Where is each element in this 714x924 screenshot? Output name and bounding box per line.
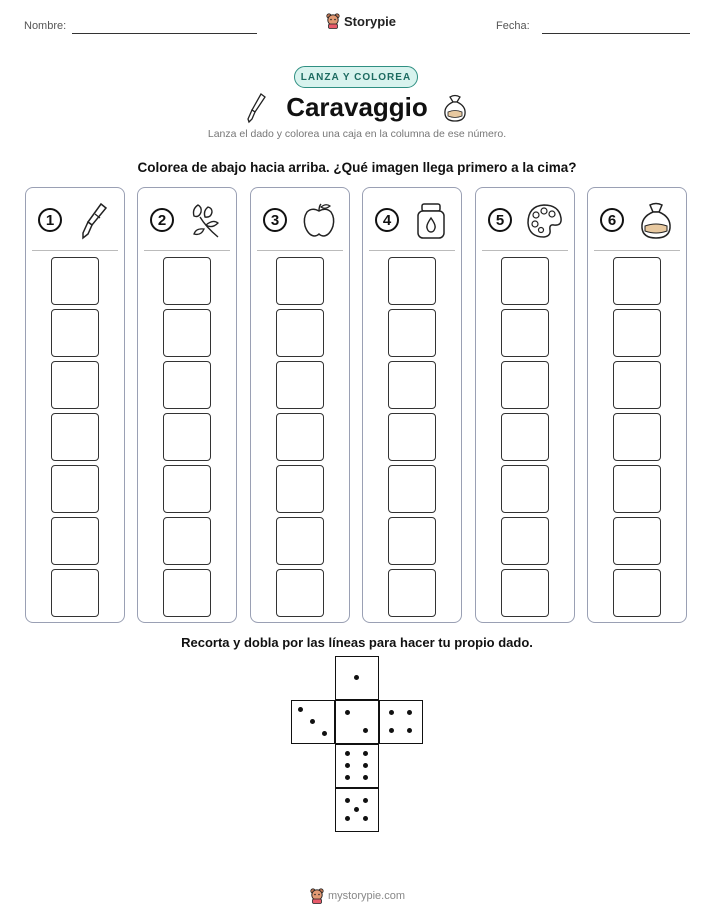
dice-pip <box>310 719 315 724</box>
column-divider <box>594 250 680 251</box>
color-box[interactable] <box>501 413 549 461</box>
column-divider <box>369 250 455 251</box>
dice-pip <box>322 731 327 736</box>
storypie-logo <box>326 13 396 29</box>
color-box[interactable] <box>51 257 99 305</box>
color-box[interactable] <box>276 309 324 357</box>
bear-icon <box>310 888 324 904</box>
dice-pip <box>345 763 350 768</box>
cut-instruction: Recorta y dobla por las líneas para hacer tu propio dado. <box>181 635 533 650</box>
dice-face-6 <box>335 744 379 788</box>
color-box[interactable] <box>501 465 549 513</box>
color-box[interactable] <box>276 413 324 461</box>
color-box[interactable] <box>163 465 211 513</box>
color-box[interactable] <box>613 257 661 305</box>
dice-face-3 <box>291 700 335 744</box>
color-box[interactable] <box>276 465 324 513</box>
column-1 <box>25 187 125 623</box>
column-number: 2 <box>150 208 174 232</box>
dice-pip <box>363 763 368 768</box>
dice-pip <box>363 775 368 780</box>
color-box[interactable] <box>388 257 436 305</box>
dice-pip <box>363 798 368 803</box>
column-number: 5 <box>488 208 512 232</box>
dice-pip <box>345 798 350 803</box>
column-6 <box>587 187 687 623</box>
dice-pip <box>389 710 394 715</box>
flower-icon <box>186 201 226 246</box>
color-box[interactable] <box>51 517 99 565</box>
dice-pip <box>345 816 350 821</box>
column-5 <box>475 187 575 623</box>
dice-face-1 <box>335 656 379 700</box>
dice-pip <box>354 807 359 812</box>
color-box[interactable] <box>388 569 436 617</box>
apple-icon <box>299 201 339 246</box>
instruction-text: Colorea de abajo hacia arriba. ¿Qué imagen llega primero a la cima? <box>137 160 577 175</box>
brand-name: Storypie <box>344 13 397 29</box>
page-title: Caravaggio <box>286 92 428 122</box>
color-box[interactable] <box>613 309 661 357</box>
dice-pip <box>354 675 359 680</box>
footer <box>310 888 405 904</box>
dice-pip <box>363 728 368 733</box>
dice-pip <box>345 775 350 780</box>
column-number: 6 <box>600 208 624 232</box>
color-box[interactable] <box>163 309 211 357</box>
color-box[interactable] <box>613 361 661 409</box>
dice-face-5 <box>335 788 379 832</box>
column-divider <box>482 250 568 251</box>
date-label: Fecha: <box>496 20 530 32</box>
color-box[interactable] <box>51 309 99 357</box>
column-number: 3 <box>263 208 287 232</box>
color-box[interactable] <box>613 517 661 565</box>
column-2 <box>137 187 237 623</box>
dice-pip <box>363 816 368 821</box>
name-label: Nombre: <box>24 20 67 32</box>
color-box[interactable] <box>163 413 211 461</box>
dice-pip <box>407 710 412 715</box>
dice-face-4 <box>379 700 423 744</box>
column-number: 1 <box>38 208 62 232</box>
column-divider <box>32 250 118 251</box>
color-box[interactable] <box>613 465 661 513</box>
color-box[interactable] <box>51 465 99 513</box>
color-box[interactable] <box>276 569 324 617</box>
color-box[interactable] <box>388 517 436 565</box>
color-box[interactable] <box>613 413 661 461</box>
bear-icon <box>326 13 340 29</box>
color-box[interactable] <box>501 361 549 409</box>
dice-pip <box>345 751 350 756</box>
color-box[interactable] <box>163 361 211 409</box>
column-divider <box>144 250 230 251</box>
column-3 <box>250 187 350 623</box>
subtitle: Lanza el dado y colorea una caja en la columna de ese número. <box>207 128 507 140</box>
color-box[interactable] <box>388 413 436 461</box>
footer-url: mystorypie.com <box>328 890 406 902</box>
color-box[interactable] <box>276 361 324 409</box>
dice-pip <box>363 751 368 756</box>
name-line <box>72 33 257 34</box>
color-box[interactable] <box>501 309 549 357</box>
dice-pip <box>345 710 350 715</box>
color-box[interactable] <box>276 517 324 565</box>
color-box[interactable] <box>51 569 99 617</box>
paintbrush-icon <box>74 201 114 246</box>
color-box[interactable] <box>388 361 436 409</box>
color-box[interactable] <box>388 465 436 513</box>
palette-icon <box>524 201 564 246</box>
column-4 <box>362 187 462 623</box>
column-number: 4 <box>375 208 399 232</box>
color-box[interactable] <box>501 517 549 565</box>
color-box[interactable] <box>51 413 99 461</box>
color-box[interactable] <box>613 569 661 617</box>
color-box[interactable] <box>501 257 549 305</box>
date-line <box>542 33 690 34</box>
pouch-icon <box>441 93 469 123</box>
column-divider <box>257 250 343 251</box>
dice-pip <box>407 728 412 733</box>
dice-face-2 <box>335 700 379 744</box>
color-box[interactable] <box>501 569 549 617</box>
ink-jar-icon <box>411 201 451 246</box>
color-box[interactable] <box>388 309 436 357</box>
color-box[interactable] <box>163 569 211 617</box>
color-box[interactable] <box>51 361 99 409</box>
color-box[interactable] <box>163 517 211 565</box>
color-box[interactable] <box>276 257 324 305</box>
dice-pip <box>298 707 303 712</box>
pouch-icon <box>636 201 676 246</box>
dice-pip <box>389 728 394 733</box>
activity-badge: LANZA Y COLOREA <box>294 66 418 88</box>
color-box[interactable] <box>163 257 211 305</box>
